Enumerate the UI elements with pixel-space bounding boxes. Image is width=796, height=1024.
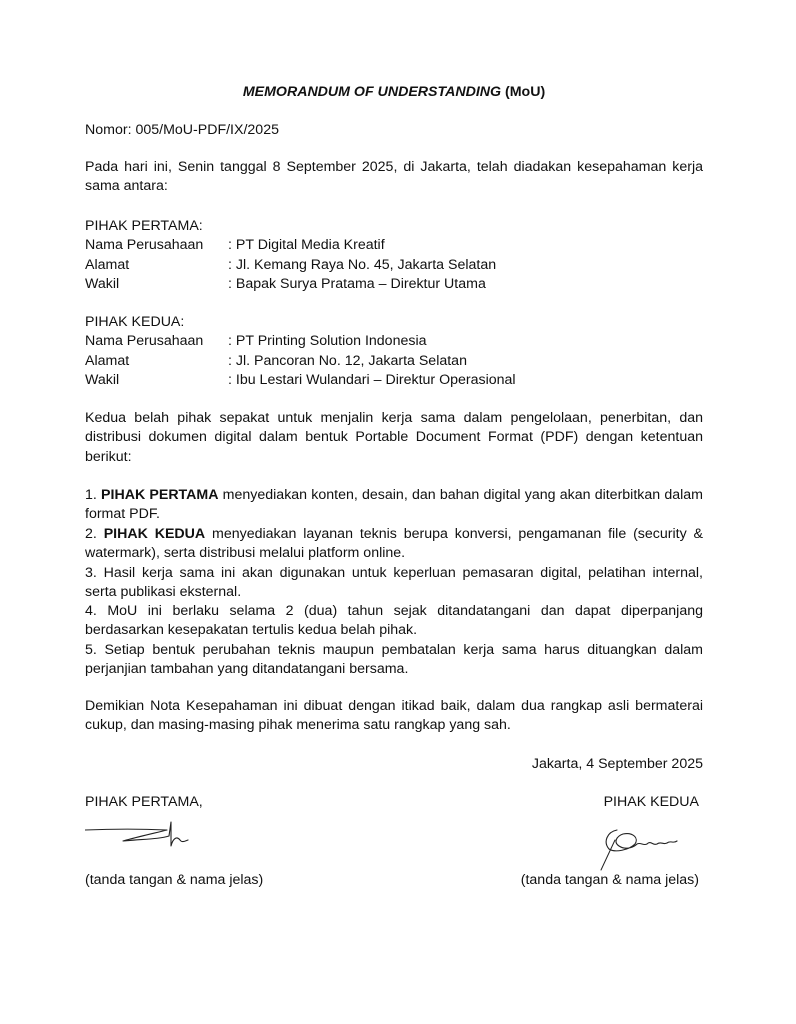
row-label: Wakil: [85, 372, 120, 388]
second-party-row: [85, 332, 427, 351]
row-label: Alamat: [85, 353, 130, 369]
signature-left-drawing: [85, 818, 225, 858]
signatory-left-heading: PIHAK PERTAMA,: [85, 794, 203, 810]
second-party-row: [85, 352, 467, 371]
signatory-right-heading: PIHAK KEDUA: [603, 794, 699, 810]
document-title: [85, 84, 703, 100]
row-value: : Bapak Surya Pratama – Direktur Utama: [228, 276, 486, 292]
term-item: [85, 564, 703, 603]
first-party-row: [85, 236, 385, 255]
intro-paragraph: Pada hari ini, Senin tanggal 8 September 2025, di Jakarta, telah diadakan kesepahaman kerja sama antara:: [85, 159, 703, 195]
title-italic: MEMORANDUM OF UNDERSTANDING: [242, 84, 502, 100]
term-text: MoU ini berlaku selama 2 (dua) tahun sejak ditandatangani dan dapat diperpanjang berdasarkan kesepakatan tertulis kedua belah pihak.: [85, 603, 704, 639]
agreement-paragraph: Kedua belah pihak sepakat untuk menjalin kerja sama dalam pengelolaan, penerbitan, dan distribusi dokumen digital dalam bentuk Portable Document Format (PDF) dengan ketentuan berikut:: [85, 410, 703, 465]
row-label: Wakil: [85, 276, 120, 292]
signature-left-caption: (tanda tangan & nama jelas): [85, 872, 264, 888]
first-party-heading: PIHAK PERTAMA:: [85, 218, 203, 234]
row-label: Nama Perusahaan: [85, 237, 204, 253]
row-value: : Jl. Pancoran No. 12, Jakarta Selatan: [228, 353, 467, 369]
signature-right-drawing: [593, 822, 708, 872]
term-number: 2.: [85, 526, 104, 542]
second-party-heading: PIHAK KEDUA:: [85, 314, 185, 330]
term-text: Hasil kerja sama ini akan digunakan untuk keperluan pemasaran digital, pelatihan internal, serta publikasi eksternal.: [85, 565, 703, 601]
term-text: menyediakan konten, desain, dan bahan digital yang akan diterbitkan dalam format PDF.: [85, 487, 703, 523]
row-label: Alamat: [85, 257, 130, 273]
term-number: 4.: [85, 603, 108, 619]
title-suffix: (MoU): [501, 84, 546, 100]
term-number: 5.: [85, 642, 105, 658]
term-item: [85, 525, 703, 564]
term-item: [85, 641, 703, 680]
first-party-row: [85, 256, 496, 275]
term-number: 1.: [85, 487, 102, 503]
row-value: : PT Digital Media Kreatif: [228, 237, 385, 253]
term-text: menyediakan layanan teknis berupa konversi, pengamanan file (security & watermark), serta distribusi melalui platform online.: [85, 526, 703, 562]
term-item: [85, 486, 703, 525]
term-bold: PIHAK KEDUA: [103, 526, 206, 542]
closing-paragraph: Demikian Nota Kesepahaman ini dibuat dengan itikad baik, dalam dua rangkap asli bermaterai cukup, dan masing-masing pihak menerima satu rangkap yang sah.: [85, 698, 703, 734]
term-bold: PIHAK PERTAMA: [101, 487, 219, 503]
row-value: : PT Printing Solution Indonesia: [228, 333, 427, 349]
document-number: Nomor: 005/MoU-PDF/IX/2025: [85, 122, 279, 138]
first-party-row: [85, 275, 486, 294]
term-item: [85, 602, 703, 641]
term-text: Setiap bentuk perubahan teknis maupun pembatalan kerja sama harus dituangkan dalam perjanjian tambahan yang ditandatangani bersama.: [85, 642, 703, 678]
term-number: 3.: [85, 565, 104, 581]
place-date: Jakarta, 4 September 2025: [531, 756, 703, 772]
signature-right-caption: (tanda tangan & nama jelas): [520, 872, 699, 888]
signature-left: [85, 818, 225, 858]
row-label: Nama Perusahaan: [85, 333, 204, 349]
second-party-row: [85, 371, 516, 390]
row-value: : Jl. Kemang Raya No. 45, Jakarta Selatan: [228, 257, 497, 273]
signature-right: [593, 822, 708, 872]
row-value: : Ibu Lestari Wulandari – Direktur Operasional: [228, 372, 516, 388]
